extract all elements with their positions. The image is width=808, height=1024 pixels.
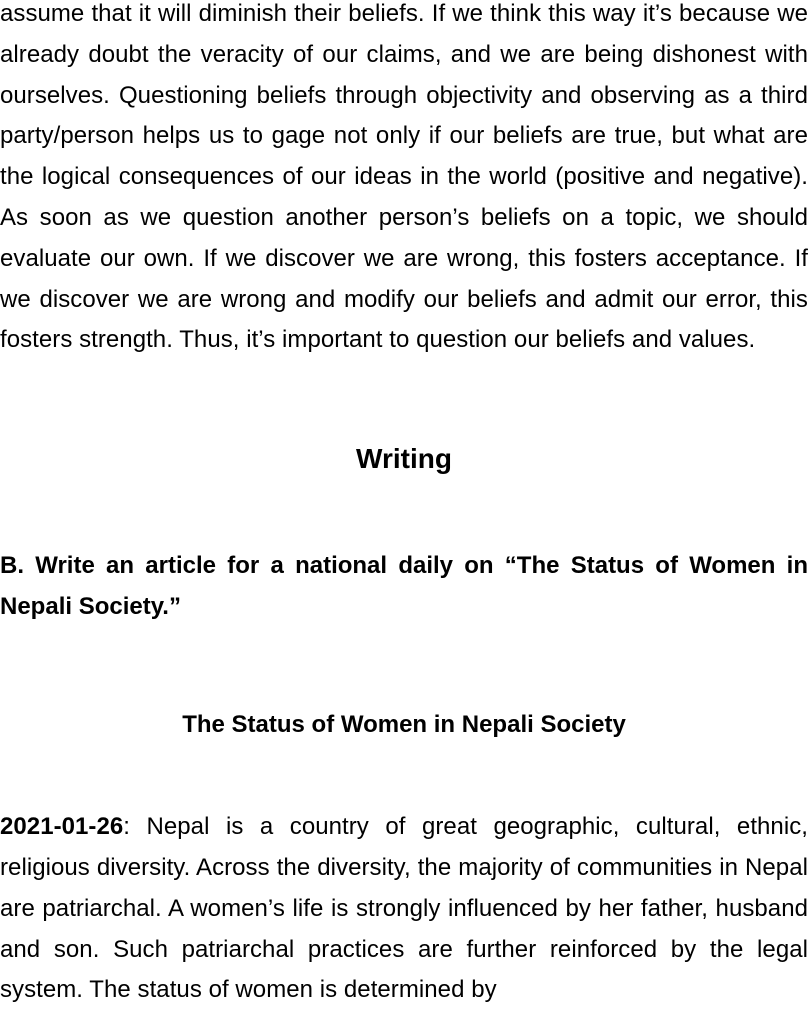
spacer <box>0 479 808 545</box>
article-paragraph <box>0 807 808 1011</box>
article-title: The Status of Women in Nepali Society <box>182 711 626 739</box>
article-body-text: : Nepal is a country of great geographic, cultural, ethnic, religious diversity. Across the diversity, the majority of communities in Nepal are patriarchal. A women’s life is strongly influenced by her father, husband and son. Such patriarchal practices are further reinforced by the legal system. The status of women is determined by <box>0 813 808 1004</box>
section-heading: Writing <box>356 443 452 475</box>
spacer <box>0 745 808 807</box>
spacer <box>0 361 808 439</box>
question-prompt: B. Write an article for a national daily on “The Status of Women in Nepali Society.” <box>0 552 808 621</box>
article-date: 2021-01-26 <box>0 813 124 841</box>
body-paragraph: assume that it will diminish their beliefs. If we think this way it’s because we already doubt the veracity of our claims, and we are being dishonest with ourselves. Questioning beliefs through objectivity and observing as a third party/person helps us to gage not only if our beliefs are true, but what are the logical consequences of our ideas in the world (positive and negative). As soon as we question another person’s beliefs on a topic, we should evaluate our own. If we discover we are wrong, this fosters acceptance. If we discover we are wrong and modify our beliefs and admit our error, this fosters strength. Thus, it’s important to question our beliefs and values. <box>0 0 808 354</box>
spacer <box>0 627 808 705</box>
